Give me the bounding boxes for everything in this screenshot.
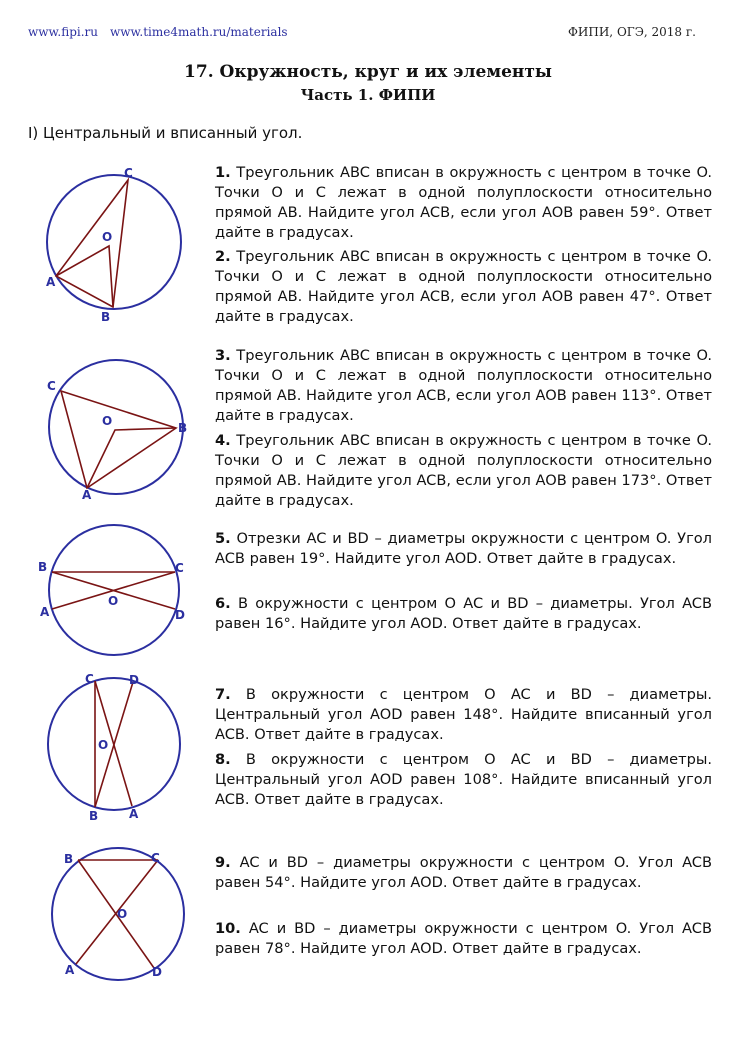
problem-3-number: 3.	[215, 347, 231, 364]
figure-5-label-b: B	[64, 852, 74, 866]
figure-2-diagram	[40, 375, 190, 505]
figure-5-label-a: A	[65, 963, 75, 977]
figure-4-label-c: C	[85, 672, 94, 686]
figure-2-label-c: C	[47, 379, 56, 393]
page-title: 17. Окружность, круг и их элементы	[184, 62, 552, 82]
figure-4-label-d: D	[129, 673, 139, 687]
problem-2-text: Треугольник ABC вписан в окружность с центром в точке O. Точки O и C лежат в одной полуплоскости относительно прямой AB. Найдите угол ACB, если угол AOB равен 47°. Ответ дайте в градусах.	[215, 248, 712, 325]
problem-9	[215, 853, 712, 893]
problem-6-text: В окружности с центром O AC и BD – диаметры. Угол ACB равен 16°. Найдите угол AOD. Ответ дайте в градусах.	[215, 595, 713, 632]
problem-9-text: AC и BD – диаметры окружности с центром O. Угол ACB равен 54°. Найдите угол AOD. Ответ дайте в градусах.	[215, 854, 712, 891]
figure-5-label-c: C	[151, 851, 160, 865]
figure-1-angle-aob	[56, 246, 113, 307]
problem-8-number: 8.	[215, 751, 231, 768]
problem-6-number: 6.	[215, 595, 231, 612]
problem-5	[215, 529, 712, 569]
problem-3-text: Треугольник ABC вписан в окружность с центром в точке O. Точки O и C лежат в одной полуплоскости относительно прямой AB. Найдите угол ACB, если угол AOB равен 113°. Ответ дайте в градусах.	[215, 347, 712, 424]
figure-4-label-a: A	[129, 807, 139, 821]
figure-3-label-c: C	[175, 561, 184, 575]
header-link-fipi[interactable]: www.fipi.ru	[28, 25, 99, 39]
figure-1-diagram	[40, 165, 190, 325]
page-subtitle: Часть 1. ФИПИ	[300, 86, 436, 104]
problem-1-number: 1.	[215, 164, 231, 181]
problem-8	[215, 750, 712, 810]
figure-2-circle	[49, 360, 183, 494]
problem-9-number: 9.	[215, 854, 231, 871]
problem-10-text: AC и BD – диаметры окружности с центром O. Угол ACB равен 78°. Найдите угол AOD. Ответ дайте в градусах.	[215, 920, 712, 957]
figure-2-label-b: B	[178, 421, 188, 435]
problem-1	[215, 163, 712, 243]
section-heading: I) Центральный и вписанный угол.	[28, 124, 303, 142]
problem-1-text: Треугольник ABC вписан в окружность с центром в точке O. Точки O и C лежат в одной полуплоскости относительно прямой AB. Найдите угол ACB, если угол AOB равен 59°. Ответ дайте в градусах.	[215, 164, 712, 241]
figure-2-label-o: O	[102, 414, 113, 428]
problem-4-text: Треугольник ABC вписан в окружность с центром в точке O. Точки O и C лежат в одной полуплоскости относительно прямой AB. Найдите угол ACB, если угол AOB равен 173°. Ответ дайте в градусах.	[215, 432, 712, 509]
problem-5-number: 5.	[215, 530, 231, 547]
header-link-time4math[interactable]: www.time4math.ru/materials	[110, 25, 288, 39]
problem-8-text: В окружности с центром O AC и BD – диаметры. Центральный угол AOD равен 108°. Найдите вписанный угол ACB. Ответ дайте в градусах.	[215, 751, 712, 808]
figure-3-label-a: A	[40, 605, 50, 619]
figure-3-label-o: O	[108, 594, 119, 608]
figure-1-triangle-abc	[56, 180, 128, 307]
figure-4-diagram	[42, 672, 192, 822]
figure-5-diagram	[40, 848, 190, 980]
figure-2-label-a: A	[82, 488, 92, 502]
figure-1-circle	[47, 175, 181, 309]
figure-5-label-d: D	[152, 965, 162, 979]
problem-4-number: 4.	[215, 432, 231, 449]
problem-4	[215, 431, 712, 511]
figure-3-diagram	[36, 524, 196, 654]
problem-7-text: В окружности с центром O AC и BD – диаметры. Центральный угол AOD равен 148°. Найдите вписанный угол ACB. Ответ дайте в градусах.	[215, 686, 712, 743]
problem-7	[215, 685, 712, 745]
figure-2-triangle-abc	[61, 391, 176, 488]
figure-1-label-c: C	[124, 166, 133, 180]
problem-2	[215, 247, 712, 327]
figure-4-label-o: O	[98, 738, 109, 752]
figure-1-label-b: B	[101, 310, 111, 324]
header-source: ФИПИ, ОГЭ, 2018 г.	[567, 25, 696, 39]
problem-6	[215, 594, 712, 634]
figure-3-label-d: D	[175, 608, 185, 622]
figure-3-label-b: B	[38, 560, 48, 574]
problem-2-number: 2.	[215, 248, 231, 265]
problem-10	[215, 919, 712, 959]
figure-4-label-b: B	[89, 809, 99, 823]
figure-5-label-o: O	[117, 907, 128, 921]
figure-1-label-a: A	[46, 275, 56, 289]
problem-3	[215, 346, 712, 426]
problem-5-text: Отрезки AC и BD – диаметры окружности с центром O. Угол ACB равен 19°. Найдите угол AOD. Ответ дайте в градусах.	[215, 530, 712, 567]
figure-1-label-o: O	[102, 230, 113, 244]
problem-7-number: 7.	[215, 686, 231, 703]
problem-10-number: 10.	[215, 920, 241, 937]
